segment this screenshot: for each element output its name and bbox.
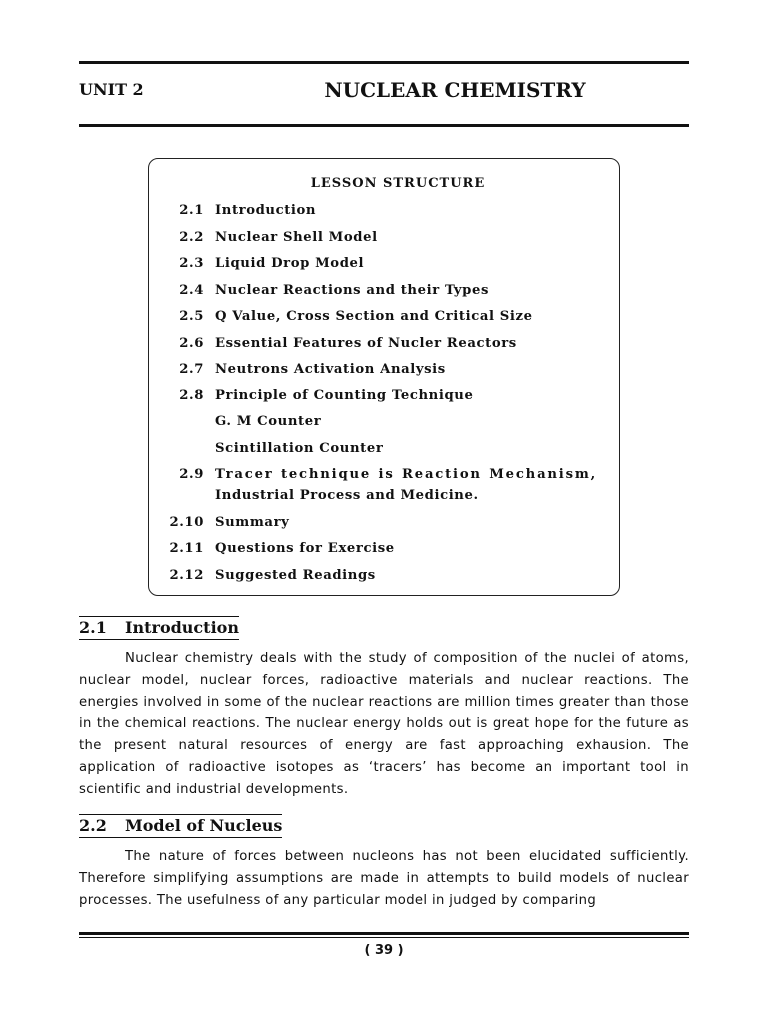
lesson-item-number: 2.2 bbox=[179, 230, 204, 245]
lesson-item-text: Nuclear Shell Model bbox=[215, 230, 378, 245]
lesson-item bbox=[149, 309, 619, 329]
lesson-item bbox=[149, 388, 619, 408]
lesson-item-text: Scintillation Counter bbox=[215, 441, 384, 456]
lesson-item-text: Summary bbox=[215, 515, 290, 530]
lesson-item bbox=[149, 541, 619, 561]
header-top-rule bbox=[79, 61, 689, 64]
section-heading-introduction bbox=[79, 616, 239, 640]
lesson-item-number: 2.4 bbox=[179, 283, 204, 298]
lesson-item-text: Introduction bbox=[215, 203, 317, 218]
section-title: Introduction bbox=[125, 618, 239, 637]
lesson-item-number: 2.3 bbox=[179, 256, 204, 271]
lesson-item bbox=[149, 203, 619, 223]
lesson-item bbox=[149, 568, 619, 588]
lesson-item-number: 2.11 bbox=[169, 541, 204, 556]
section-number: 2.1 bbox=[79, 618, 107, 637]
lesson-structure-heading: LESSON STRUCTURE bbox=[310, 176, 486, 191]
lesson-item bbox=[149, 256, 619, 276]
section-heading-model-of-nucleus bbox=[79, 814, 282, 838]
footer-rule-thin bbox=[79, 937, 689, 938]
lesson-item-text: Q Value, Cross Section and Critical Size bbox=[215, 309, 533, 324]
lesson-item-text: Principle of Counting Technique bbox=[215, 388, 474, 403]
unit-label: UNIT 2 bbox=[79, 80, 144, 99]
lesson-item-text: Tracer technique is Reaction Mechanism, bbox=[215, 467, 597, 482]
lesson-item-number: 2.6 bbox=[179, 336, 204, 351]
lesson-item bbox=[149, 230, 619, 250]
lesson-structure-box bbox=[148, 158, 620, 596]
lesson-item bbox=[149, 362, 619, 382]
lesson-item-text: Questions for Exercise bbox=[215, 541, 395, 556]
lesson-item-number: 2.10 bbox=[169, 515, 204, 530]
lesson-item-number: 2.12 bbox=[169, 568, 204, 583]
lesson-item bbox=[149, 441, 619, 461]
lesson-item bbox=[149, 336, 619, 356]
lesson-item bbox=[149, 467, 619, 487]
page-title: NUCLEAR CHEMISTRY bbox=[324, 78, 586, 102]
lesson-item-text: G. M Counter bbox=[215, 414, 322, 429]
lesson-item bbox=[149, 414, 619, 434]
lesson-item-text: Suggested Readings bbox=[215, 568, 376, 583]
lesson-item-number: 2.7 bbox=[179, 362, 204, 377]
introduction-paragraph: Nuclear chemistry deals with the study of composition of the nuclei of atoms, nuclear model, nuclear forces, radioactive materials and nuclear reactions. The energies involved in some of the nuclear reactions are million times greater than those in the chemical reactions. The nuclear energy holds out is great hope for the future as the present natural resources of energy are fast approaching exhausion. The application of radioactive isotopes as ‘tracers’ has become an important tool in scientific and industrial developments. bbox=[79, 651, 689, 797]
lesson-item-text: Essential Features of Nucler Reactors bbox=[215, 336, 517, 351]
lesson-item-number: 2.9 bbox=[179, 467, 204, 482]
lesson-item bbox=[149, 283, 619, 303]
lesson-item-text: Industrial Process and Medicine. bbox=[215, 488, 479, 503]
header-bottom-rule bbox=[79, 124, 689, 127]
section-number: 2.2 bbox=[79, 816, 107, 835]
model-of-nucleus-paragraph: The nature of forces between nucleons has not been elucidated sufficiently. Therefore simplifying assumptions are made in attempts to build models of nuclear processes. The usefulness of any particular model in judged by comparing bbox=[79, 849, 689, 908]
lesson-item-number: 2.5 bbox=[179, 309, 204, 324]
lesson-item-text: Liquid Drop Model bbox=[215, 256, 365, 271]
footer-rule-thick bbox=[79, 932, 689, 935]
lesson-item-text: Neutrons Activation Analysis bbox=[215, 362, 446, 377]
page-number: ( 39 ) bbox=[364, 943, 404, 958]
lesson-item bbox=[149, 488, 619, 508]
lesson-item-number: 2.1 bbox=[179, 203, 204, 218]
lesson-item-text: Nuclear Reactions and their Types bbox=[215, 283, 490, 298]
section-title: Model of Nucleus bbox=[125, 816, 283, 835]
lesson-item-number: 2.8 bbox=[179, 388, 204, 403]
lesson-item bbox=[149, 515, 619, 535]
